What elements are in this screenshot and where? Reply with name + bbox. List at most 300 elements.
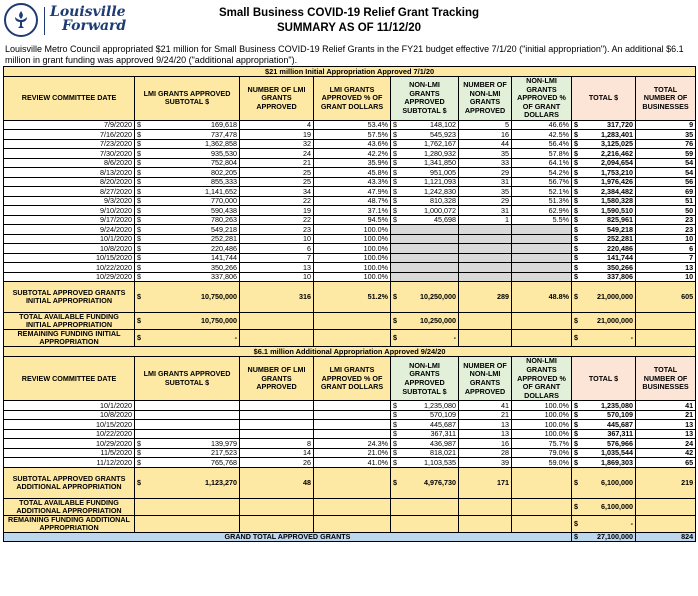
lmi-percent-cell-value: 35.9% xyxy=(367,158,388,168)
lmi-subtotal-cell xyxy=(135,410,240,420)
nonlmi-number-cell-value: 31 xyxy=(501,205,509,215)
nonlmi-subtotal-cell xyxy=(391,458,459,468)
dollar-sign: $ xyxy=(574,253,578,263)
date-cell xyxy=(4,244,135,254)
nonlmi-number-cell-value: 16 xyxy=(501,438,509,448)
total-number-cell-value: 54 xyxy=(685,158,694,168)
remaining-funding-nonlmi-percent xyxy=(512,330,572,347)
dollar-sign: $ xyxy=(393,215,397,225)
lmi-subtotal-cell xyxy=(135,196,240,206)
nonlmi-subtotal-cell xyxy=(391,215,459,225)
lmi-number-cell-value: 25 xyxy=(303,177,311,187)
dollar-sign: $ xyxy=(393,292,397,302)
total-number-cell xyxy=(636,401,696,411)
lmi-percent-cell-value: 100.0% xyxy=(363,272,388,282)
nonlmi-number-cell xyxy=(459,253,512,263)
total-number-cell xyxy=(636,168,696,178)
total-number-cell xyxy=(636,253,696,263)
lmi-percent-cell xyxy=(314,234,391,244)
lmi-number-cell xyxy=(240,420,314,430)
total-cell xyxy=(572,168,636,178)
nonlmi-number-cell-value: 29 xyxy=(501,167,509,177)
lmi-percent-cell-value: 45.8% xyxy=(367,167,388,177)
lmi-subtotal-cell xyxy=(135,187,240,197)
dollar-sign: $ xyxy=(137,316,141,326)
table-row xyxy=(4,272,696,282)
lmi-percent-cell xyxy=(314,215,391,225)
date-cell-value: 10/22/2020 xyxy=(96,262,132,272)
date-cell xyxy=(4,177,135,187)
total-number-cell-value: 23 xyxy=(685,224,694,234)
dollar-sign: $ xyxy=(393,333,397,343)
header-lmi-percent xyxy=(314,77,391,121)
table-row xyxy=(4,206,696,216)
subtotal-total-value: 6,100,000 xyxy=(601,477,633,487)
subtotal-total-number xyxy=(636,467,696,498)
nonlmi-percent-cell xyxy=(512,177,572,187)
lmi-subtotal-cell xyxy=(135,420,240,430)
available-funding-total-number xyxy=(636,498,696,515)
total-number-cell xyxy=(636,187,696,197)
available-funding-lmi-value: 10,750,000 xyxy=(201,316,237,326)
subtotal-label-value: SUBTOTAL APPROVED GRANTS ADDITIONAL APPROPRIATION xyxy=(12,473,126,491)
dollar-sign: $ xyxy=(137,196,141,206)
total-cell xyxy=(572,130,636,140)
total-cell-value: 2,094,654 xyxy=(601,158,633,168)
remaining-funding-nonlmi-percent xyxy=(512,515,572,532)
dollar-sign: $ xyxy=(574,215,578,225)
lmi-subtotal-cell xyxy=(135,253,240,263)
header-nonlmi-number-value: NUMBER OF NON-LMI GRANTS APPROVED xyxy=(463,360,507,396)
lmi-percent-cell-value: 100.0% xyxy=(363,253,388,263)
lmi-subtotal-cell-value: 590,438 xyxy=(211,205,237,215)
remaining-funding-total-number xyxy=(636,330,696,347)
nonlmi-number-cell-value: 28 xyxy=(501,448,509,458)
total-cell xyxy=(572,439,636,449)
total-cell xyxy=(572,253,636,263)
lmi-percent-cell xyxy=(314,263,391,273)
date-cell-value: 8/20/2020 xyxy=(100,177,132,187)
lmi-number-cell xyxy=(240,149,314,159)
lmi-percent-cell-value: 37.1% xyxy=(367,205,388,215)
subtotal-nonlmi-percent xyxy=(512,467,572,498)
total-cell-value: 1,035,544 xyxy=(601,448,633,458)
date-cell-value: 10/29/2020 xyxy=(96,438,132,448)
dollar-sign: $ xyxy=(574,167,578,177)
total-cell xyxy=(572,401,636,411)
nonlmi-percent-cell-value: 79.0% xyxy=(548,448,569,458)
dollar-sign: $ xyxy=(393,410,397,420)
remaining-funding-total-value: - xyxy=(630,333,633,343)
dollar-sign: $ xyxy=(393,186,397,196)
total-cell xyxy=(572,234,636,244)
header-date xyxy=(4,77,135,121)
dollar-sign: $ xyxy=(393,448,397,458)
nonlmi-number-cell xyxy=(459,448,512,458)
total-number-cell-value: 10 xyxy=(685,272,694,282)
nonlmi-subtotal-cell xyxy=(391,420,459,430)
date-cell-value: 8/13/2020 xyxy=(100,167,132,177)
date-cell-value: 10/8/2020 xyxy=(100,243,132,253)
total-cell xyxy=(572,244,636,254)
dollar-sign: $ xyxy=(137,139,141,149)
lmi-number-cell xyxy=(240,458,314,468)
grand-total-label xyxy=(4,532,572,542)
header-lmi-subtotal-value: LMI GRANTS APPROVED SUBTOTAL $ xyxy=(143,369,231,387)
table-row xyxy=(4,458,696,468)
nonlmi-subtotal-cell xyxy=(391,439,459,449)
total-cell xyxy=(572,225,636,235)
dollar-sign: $ xyxy=(574,316,578,326)
dollar-sign: $ xyxy=(393,177,397,187)
lmi-subtotal-cell xyxy=(135,234,240,244)
lmi-number-cell-value: 10 xyxy=(303,272,311,282)
section-title xyxy=(4,67,696,77)
lmi-number-cell-value: 10 xyxy=(303,234,311,244)
nonlmi-percent-cell xyxy=(512,225,572,235)
lmi-subtotal-cell-value: 802,205 xyxy=(211,167,237,177)
nonlmi-percent-cell xyxy=(512,253,572,263)
lmi-number-cell xyxy=(240,244,314,254)
available-funding-nonlmi xyxy=(391,498,459,515)
lmi-subtotal-cell-value: 549,218 xyxy=(211,224,237,234)
total-number-cell-value: 51 xyxy=(685,196,694,206)
section-title-value: $21 million Initial Appropriation Approved 7/1/20 xyxy=(265,66,435,76)
grant-table xyxy=(3,66,696,542)
header-nonlmi-percent xyxy=(512,357,572,401)
lmi-subtotal-cell-value: 752,804 xyxy=(211,158,237,168)
total-cell-value: 1,976,426 xyxy=(601,177,633,187)
lmi-percent-cell xyxy=(314,448,391,458)
nonlmi-number-cell-value: 33 xyxy=(501,158,509,168)
available-funding-nonlmi-number xyxy=(459,498,512,515)
lmi-number-cell xyxy=(240,272,314,282)
section-title xyxy=(4,347,696,357)
nonlmi-number-cell xyxy=(459,177,512,187)
nonlmi-number-cell xyxy=(459,429,512,439)
dollar-sign: $ xyxy=(137,333,141,343)
header-total xyxy=(572,357,636,401)
grand-total-value xyxy=(572,532,636,542)
dollar-sign: $ xyxy=(393,400,397,410)
total-cell xyxy=(572,429,636,439)
lmi-percent-cell-value: 57.5% xyxy=(367,129,388,139)
total-cell-value: 3,125,025 xyxy=(601,139,633,149)
dollar-sign: $ xyxy=(137,457,141,467)
lmi-subtotal-cell xyxy=(135,272,240,282)
dollar-sign: $ xyxy=(574,438,578,448)
nonlmi-number-cell xyxy=(459,458,512,468)
lmi-subtotal-cell xyxy=(135,458,240,468)
total-number-cell-value: 7 xyxy=(689,253,694,263)
date-cell xyxy=(4,410,135,420)
remaining-funding-lmi-value: - xyxy=(234,333,237,343)
subtotal-total xyxy=(572,282,636,313)
title-line1: Small Business COVID-19 Relief Grant Tracking xyxy=(218,7,480,19)
dollar-sign: $ xyxy=(574,501,578,511)
total-number-cell-value: 65 xyxy=(685,457,694,467)
header-lmi-number-value: NUMBER OF LMI GRANTS APPROVED xyxy=(247,84,306,111)
lmi-percent-cell-value: 21.0% xyxy=(367,448,388,458)
total-cell xyxy=(572,196,636,206)
lmi-number-cell-value: 22 xyxy=(303,196,311,206)
dollar-sign: $ xyxy=(574,419,578,429)
dollar-sign: $ xyxy=(574,129,578,139)
available-funding-label xyxy=(4,498,135,515)
header-nonlmi-subtotal xyxy=(391,357,459,401)
lmi-subtotal-cell-value: 217,523 xyxy=(211,448,237,458)
remaining-funding-nonlmi-number xyxy=(459,330,512,347)
dollar-sign: $ xyxy=(574,333,578,343)
available-funding-label-value: TOTAL AVAILABLE FUNDING ADDITIONAL APPROPRIATION xyxy=(16,498,122,515)
dollar-sign: $ xyxy=(137,234,141,244)
remaining-funding-lmi-percent xyxy=(314,515,391,532)
total-number-cell xyxy=(636,177,696,187)
lmi-subtotal-cell xyxy=(135,439,240,449)
lmi-subtotal-cell-value: 169,618 xyxy=(211,120,237,130)
dollar-sign: $ xyxy=(393,167,397,177)
nonlmi-percent-cell xyxy=(512,458,572,468)
lmi-number-cell xyxy=(240,206,314,216)
nonlmi-number-cell xyxy=(459,215,512,225)
dollar-sign: $ xyxy=(393,139,397,149)
nonlmi-percent-cell-value: 62.9% xyxy=(548,205,569,215)
total-cell xyxy=(572,420,636,430)
total-cell-value: 2,384,482 xyxy=(601,186,633,196)
subtotal-row xyxy=(4,467,696,498)
date-cell-value: 10/1/2020 xyxy=(100,400,132,410)
dollar-sign: $ xyxy=(574,457,578,467)
header-lmi-subtotal xyxy=(135,77,240,121)
header-nonlmi-subtotal-value: NON-LMI GRANTS APPROVED SUBTOTAL $ xyxy=(402,80,447,116)
lmi-number-cell xyxy=(240,263,314,273)
nonlmi-percent-cell xyxy=(512,420,572,430)
nonlmi-subtotal-cell-value: 1,280,932 xyxy=(424,148,456,158)
table-row xyxy=(4,120,696,130)
total-cell xyxy=(572,187,636,197)
date-cell xyxy=(4,149,135,159)
date-cell xyxy=(4,120,135,130)
dollar-sign: $ xyxy=(574,448,578,458)
date-cell xyxy=(4,234,135,244)
nonlmi-percent-cell xyxy=(512,448,572,458)
total-cell-value: 445,687 xyxy=(607,419,633,429)
nonlmi-percent-cell xyxy=(512,196,572,206)
lmi-percent-cell xyxy=(314,177,391,187)
header-lmi-percent-value: LMI GRANTS APPROVED % OF GRANT DOLLARS xyxy=(320,365,384,392)
total-number-cell xyxy=(636,158,696,168)
lmi-percent-cell xyxy=(314,187,391,197)
lmi-subtotal-cell xyxy=(135,401,240,411)
lmi-subtotal-cell-value: 350,266 xyxy=(211,262,237,272)
lmi-subtotal-cell xyxy=(135,139,240,149)
date-cell xyxy=(4,139,135,149)
total-number-cell xyxy=(636,234,696,244)
nonlmi-percent-cell-value: 52.1% xyxy=(548,186,569,196)
total-cell-value: 220,486 xyxy=(607,243,633,253)
dollar-sign: $ xyxy=(137,158,141,168)
date-cell xyxy=(4,196,135,206)
subtotal-label xyxy=(4,282,135,313)
dollar-sign: $ xyxy=(574,243,578,253)
nonlmi-number-cell xyxy=(459,244,512,254)
date-cell-value: 7/9/2020 xyxy=(104,120,132,130)
lmi-subtotal-cell xyxy=(135,158,240,168)
remaining-funding-total-value: - xyxy=(630,518,633,528)
section-title-row xyxy=(4,347,696,357)
total-number-cell xyxy=(636,272,696,282)
grand-total-row xyxy=(4,532,696,542)
subtotal-lmi-percent xyxy=(314,467,391,498)
lmi-percent-cell xyxy=(314,149,391,159)
grand-total-value-value: 27,100,000 xyxy=(597,532,633,542)
nonlmi-percent-cell-value: 59.0% xyxy=(548,457,569,467)
nonlmi-percent-cell xyxy=(512,429,572,439)
lmi-number-cell-value: 23 xyxy=(303,224,311,234)
remaining-funding-nonlmi xyxy=(391,330,459,347)
header-nonlmi-number xyxy=(459,77,512,121)
remaining-funding-row xyxy=(4,515,696,532)
nonlmi-number-cell xyxy=(459,401,512,411)
nonlmi-percent-cell-value: 57.8% xyxy=(548,148,569,158)
dollar-sign: $ xyxy=(574,400,578,410)
nonlmi-number-cell-value: 21 xyxy=(501,410,509,420)
total-number-cell-value: 41 xyxy=(685,400,694,410)
total-cell xyxy=(572,410,636,420)
total-number-cell-value: 24 xyxy=(685,438,694,448)
table-row xyxy=(4,253,696,263)
total-cell xyxy=(572,215,636,225)
available-funding-total xyxy=(572,498,636,515)
subtotal-nonlmi xyxy=(391,467,459,498)
nonlmi-percent-cell xyxy=(512,401,572,411)
subtotal-total-number xyxy=(636,282,696,313)
total-cell-value: 825,961 xyxy=(607,215,633,225)
lmi-percent-cell xyxy=(314,196,391,206)
nonlmi-percent-cell xyxy=(512,149,572,159)
date-cell xyxy=(4,272,135,282)
nonlmi-percent-cell-value: 100.0% xyxy=(544,419,569,429)
available-funding-label xyxy=(4,313,135,330)
date-cell-value: 8/6/2020 xyxy=(104,158,132,168)
subtotal-label-value: SUBTOTAL APPROVED GRANTS INITIAL APPROPRIATION xyxy=(12,288,126,306)
total-cell-value: 350,266 xyxy=(607,262,633,272)
lmi-percent-cell-value: 100.0% xyxy=(363,262,388,272)
lmi-number-cell-value: 13 xyxy=(303,262,311,272)
logo-wordmark: Louisville Forward xyxy=(50,4,127,34)
total-cell-value: 141,744 xyxy=(607,253,633,263)
table-row xyxy=(4,225,696,235)
dollar-sign: $ xyxy=(393,316,397,326)
nonlmi-subtotal-cell xyxy=(391,253,459,263)
column-header-row xyxy=(4,77,696,121)
nonlmi-percent-cell-value: 51.3% xyxy=(548,196,569,206)
lmi-number-cell xyxy=(240,215,314,225)
lmi-number-cell-value: 26 xyxy=(303,457,311,467)
table-row xyxy=(4,149,696,159)
nonlmi-percent-cell xyxy=(512,168,572,178)
dollar-sign: $ xyxy=(137,243,141,253)
remaining-funding-nonlmi-number xyxy=(459,515,512,532)
nonlmi-subtotal-cell-value: 545,923 xyxy=(430,129,456,139)
date-cell-value: 9/10/2020 xyxy=(100,205,132,215)
table-row xyxy=(4,420,696,430)
date-cell xyxy=(4,429,135,439)
table-row xyxy=(4,263,696,273)
nonlmi-subtotal-cell xyxy=(391,225,459,235)
lmi-number-cell-value: 4 xyxy=(307,120,311,130)
dollar-sign: $ xyxy=(574,262,578,272)
dollar-sign: $ xyxy=(137,167,141,177)
lmi-number-cell-value: 32 xyxy=(303,139,311,149)
nonlmi-subtotal-cell xyxy=(391,410,459,420)
date-cell xyxy=(4,420,135,430)
dollar-sign: $ xyxy=(574,205,578,215)
available-funding-lmi xyxy=(135,498,240,515)
dollar-sign: $ xyxy=(574,139,578,149)
lmi-subtotal-cell-value: 737,478 xyxy=(211,129,237,139)
nonlmi-subtotal-cell-value: 445,687 xyxy=(430,419,456,429)
remaining-funding-lmi xyxy=(135,330,240,347)
nonlmi-number-cell xyxy=(459,168,512,178)
lmi-number-cell-value: 6 xyxy=(307,243,311,253)
nonlmi-subtotal-cell-value: 951,005 xyxy=(430,167,456,177)
page-header xyxy=(0,0,698,44)
lmi-subtotal-cell-value: 337,806 xyxy=(211,272,237,282)
table-row xyxy=(4,158,696,168)
nonlmi-percent-cell xyxy=(512,158,572,168)
available-funding-total-value: 6,100,000 xyxy=(601,501,633,511)
table-row xyxy=(4,244,696,254)
dollar-sign: $ xyxy=(393,129,397,139)
total-number-cell xyxy=(636,244,696,254)
total-cell-value: 337,806 xyxy=(607,272,633,282)
nonlmi-percent-cell xyxy=(512,234,572,244)
subtotal-nonlmi-number xyxy=(459,282,512,313)
subtotal-total-value: 21,000,000 xyxy=(597,292,633,302)
lmi-number-cell-value: 19 xyxy=(303,205,311,215)
date-cell xyxy=(4,206,135,216)
nonlmi-number-cell xyxy=(459,272,512,282)
remaining-funding-nonlmi-value: - xyxy=(453,333,456,343)
lmi-percent-cell xyxy=(314,158,391,168)
lmi-number-cell-value: 7 xyxy=(307,253,311,263)
total-number-cell xyxy=(636,263,696,273)
lmi-subtotal-cell-value: 252,281 xyxy=(211,234,237,244)
nonlmi-number-cell-value: 31 xyxy=(501,177,509,187)
total-number-cell xyxy=(636,130,696,140)
lmi-number-cell xyxy=(240,130,314,140)
total-cell-value: 1,235,080 xyxy=(601,400,633,410)
nonlmi-subtotal-cell-value: 818,021 xyxy=(430,448,456,458)
nonlmi-subtotal-cell-value: 570,109 xyxy=(430,410,456,420)
nonlmi-subtotal-cell xyxy=(391,139,459,149)
subtotal-lmi-percent-value: 51.2% xyxy=(367,292,388,302)
nonlmi-subtotal-cell-value: 436,987 xyxy=(430,438,456,448)
date-cell xyxy=(4,448,135,458)
remaining-funding-nonlmi xyxy=(391,515,459,532)
nonlmi-percent-cell xyxy=(512,187,572,197)
remaining-funding-label-value: REMAINING FUNDING ADDITIONAL APPROPRIATION xyxy=(8,515,130,532)
table-row xyxy=(4,139,696,149)
lmi-subtotal-cell-value: 139,979 xyxy=(211,438,237,448)
lmi-number-cell xyxy=(240,187,314,197)
nonlmi-number-cell-value: 5 xyxy=(505,120,509,130)
available-funding-lmi-percent xyxy=(314,313,391,330)
lmi-subtotal-cell-value: 220,486 xyxy=(211,243,237,253)
nonlmi-subtotal-cell-value: 45,698 xyxy=(434,215,456,225)
nonlmi-subtotal-cell-value: 1,341,850 xyxy=(424,158,456,168)
